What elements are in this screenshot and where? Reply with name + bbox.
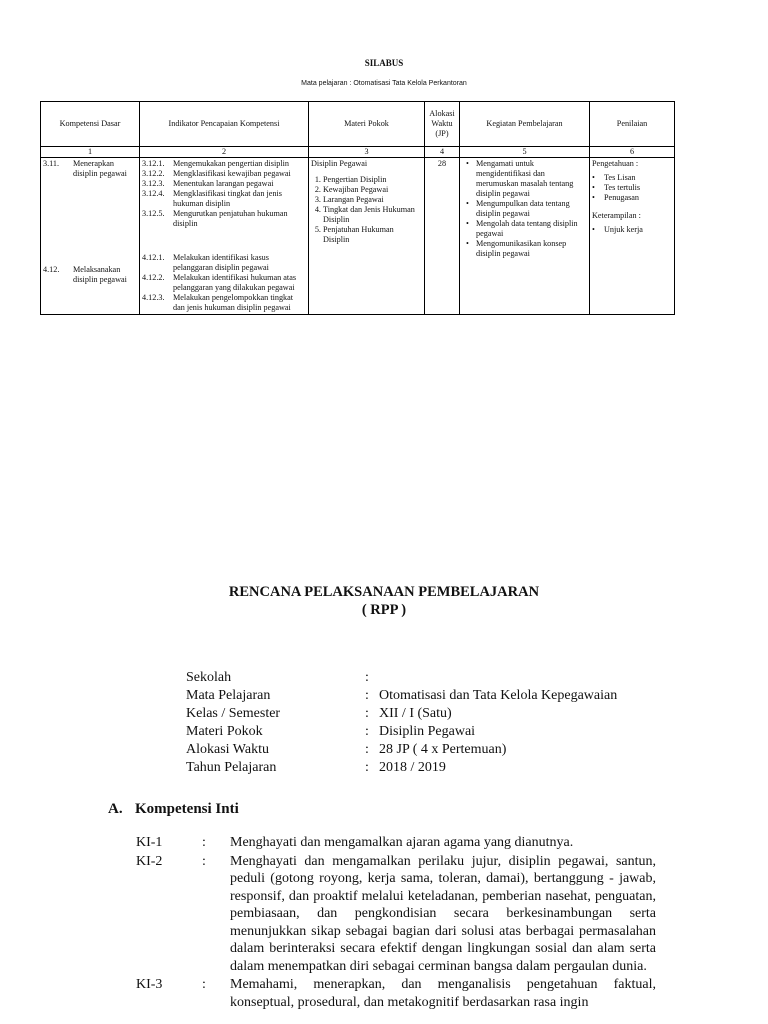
rpp-title-line2: ( RPP ) xyxy=(361,602,407,618)
info-row xyxy=(186,669,617,687)
indikator-number: 4.12.2. xyxy=(142,273,165,282)
info-label: Sekolah xyxy=(186,670,232,685)
indikator-text: Melakukan identifikasi hukuman atas pelanggaran yang dilakukan pegawai xyxy=(173,273,297,292)
indikator-text: Mengklasifikasi tingkat dan jenis hukuman disiplin xyxy=(173,189,282,208)
info-row xyxy=(186,741,617,759)
materi-item: 5. Penjatuhan Hukuman Disiplin xyxy=(323,225,422,245)
indikator-number: 3.12.5. xyxy=(142,209,165,218)
info-row xyxy=(186,705,617,723)
table-row xyxy=(41,158,675,315)
silabus-subtitle: Mata pelajaran : Otomatisasi Tata Kelola Perkantoran xyxy=(301,80,467,87)
penilaian-item: • Tes Lisan xyxy=(604,173,672,183)
header-kompetensi-dasar: Kompetensi Dasar xyxy=(41,102,140,147)
kegiatan-cell xyxy=(460,158,590,315)
indikator-number: 3.12.2. xyxy=(142,169,165,178)
info-value: 28 JP ( 4 x Pertemuan) xyxy=(379,742,507,757)
column-number: 3 xyxy=(309,147,425,158)
materi-item: 4. Tingkat dan Jenis Hukuman Disiplin xyxy=(323,205,422,225)
rpp-info-block xyxy=(186,669,617,777)
column-number: 6 xyxy=(590,147,675,158)
keterampilan-label: Keterampilan : xyxy=(592,211,641,220)
ki-code: KI-3 xyxy=(136,977,163,992)
kd-number: 3.11. xyxy=(43,159,60,168)
column-number: 1 xyxy=(41,147,140,158)
keterampilan-list xyxy=(592,225,672,235)
indikator-text: Melakukan identifikasi kasus pelanggaran disiplin pegawai xyxy=(173,253,269,272)
info-value: XII / I (Satu) xyxy=(379,706,452,721)
indikator-number: 3.12.1. xyxy=(142,159,165,168)
info-label: Kelas / Semester xyxy=(186,706,281,721)
indikator-item xyxy=(142,159,306,169)
info-colon: : xyxy=(365,688,369,703)
section-title: Kompetensi Inti xyxy=(135,801,239,817)
ki-item xyxy=(136,976,656,1011)
info-value: Disiplin Pegawai xyxy=(379,724,476,739)
info-colon: : xyxy=(365,670,369,685)
alokasi-waktu-cell: 28 xyxy=(425,158,460,315)
ki-colon: : xyxy=(202,835,206,850)
ki-item xyxy=(136,853,656,976)
kegiatan-item: • Mengamati untuk mengidentifikasi dan merumuskan masalah tentang disiplin pegawai xyxy=(476,159,587,199)
indikator-text: Mengemukakan pengertian disiplin xyxy=(173,159,289,168)
indikator-number: 4.12.3. xyxy=(142,293,165,302)
kompetensi-dasar-cell xyxy=(41,158,140,315)
column-number: 5 xyxy=(460,147,590,158)
silabus-table xyxy=(40,101,675,315)
ki-text: Menghayati dan mengamalkan perilaku jujur, disiplin pegawai, santun, peduli (gotong royong, kerja sama, toleran, damai), bertanggung - jawab, responsif, dan proaktif melalui keteladanan, pemberian nasehat, penguatan, pembiasaan, dan pengkondisian secara berkesinambungan serta menunjukkan sikap sebagai bagian dari solusi atas berbagai permasalahan dalam berinteraksi secara efektif dengan lingkungan sosial dan alam serta dalam menempatkan diri sebagai cerminan bangsa dalam pergaulan dunia. xyxy=(230,853,656,974)
kd-item xyxy=(43,265,137,285)
info-label: Materi Pokok xyxy=(186,724,263,739)
indikator-number: 4.12.1. xyxy=(142,253,165,262)
indikator-item xyxy=(142,169,306,179)
header-materi-pokok: Materi Pokok xyxy=(309,102,425,147)
info-colon: : xyxy=(365,724,369,739)
kd-item xyxy=(43,159,137,179)
indikator-number: 3.12.3. xyxy=(142,179,165,188)
indikator-item xyxy=(142,273,306,293)
kegiatan-list xyxy=(462,159,587,259)
kd-text: Melaksanakan disiplin pegawai xyxy=(73,265,127,284)
penilaian-cell xyxy=(590,158,675,315)
column-number-row xyxy=(41,147,675,158)
rpp-title xyxy=(0,583,768,619)
info-row xyxy=(186,723,617,741)
kd-text: Menerapkan disiplin pegawai xyxy=(73,159,127,178)
indikator-item xyxy=(142,209,306,229)
column-number: 4 xyxy=(425,147,460,158)
kegiatan-item: • Mengomunikasikan konsep disiplin pegawai xyxy=(476,239,587,259)
header-kegiatan: Kegiatan Pembelajaran xyxy=(460,102,590,147)
indikator-text: Mengurutkan penjatuhan hukuman disiplin xyxy=(173,209,288,228)
section-heading xyxy=(108,801,239,818)
materi-list xyxy=(311,175,422,245)
penilaian-item: • Unjuk kerja xyxy=(604,225,672,235)
table-header-row xyxy=(41,102,675,147)
ki-code: KI-1 xyxy=(136,835,163,850)
indikator-text: Menentukan larangan pegawai xyxy=(173,179,274,188)
info-value: 2018 / 2019 xyxy=(379,760,446,775)
pengetahuan-label: Pengetahuan : xyxy=(592,159,639,168)
ki-item xyxy=(136,834,656,852)
materi-item: 3. Larangan Pegawai xyxy=(323,195,422,205)
kegiatan-item: • Mengolah data tentang disiplin pegawai xyxy=(476,219,587,239)
pengetahuan-list xyxy=(592,173,672,203)
ki-colon: : xyxy=(202,977,206,992)
kd-number: 4.12. xyxy=(43,265,60,274)
ki-list xyxy=(136,834,656,1011)
header-penilaian: Penilaian xyxy=(590,102,675,147)
header-alokasi-waktu: Alokasi Waktu (JP) xyxy=(425,102,460,147)
materi-title: Disiplin Pegawai xyxy=(311,159,368,168)
info-colon: : xyxy=(365,760,369,775)
ki-text: Memahami, menerapkan, dan menganalisis pengetahuan faktual, konseptual, prosedural, dan metakognitif berdasarkan rasa ingin xyxy=(230,977,656,1010)
penilaian-item: • Tes tertulis xyxy=(604,183,672,193)
indikator-item xyxy=(142,293,306,313)
info-label: Tahun Pelajaran xyxy=(186,760,277,775)
info-value: Otomatisasi dan Tata Kelola Kepegawaian xyxy=(379,688,618,703)
rpp-title-line1: RENCANA PELAKSANAAN PEMBELAJARAN xyxy=(228,584,540,600)
indikator-number: 3.12.4. xyxy=(142,189,165,198)
indikator-cell xyxy=(140,158,309,315)
silabus-title: SILABUS xyxy=(364,58,404,68)
indikator-text: Melakukan pengelompokkan tingkat dan jenis hukuman disiplin pegawai xyxy=(173,293,294,312)
info-label: Alokasi Waktu xyxy=(186,742,269,757)
info-row xyxy=(186,759,617,777)
indikator-item xyxy=(142,189,306,209)
indikator-item xyxy=(142,253,306,273)
materi-item: 2. Kewajiban Pegawai xyxy=(323,185,422,195)
info-colon: : xyxy=(365,742,369,757)
header-indikator: Indikator Pencapaian Kompetensi xyxy=(140,102,309,147)
kegiatan-item: • Mengumpulkan data tentang disiplin pegawai xyxy=(476,199,587,219)
materi-pokok-cell xyxy=(309,158,425,315)
column-number: 2 xyxy=(140,147,309,158)
ki-code: KI-2 xyxy=(136,853,163,869)
info-label: Mata Pelajaran xyxy=(186,688,271,703)
materi-item: 1. Pengertian Disiplin xyxy=(323,175,422,185)
info-colon: : xyxy=(365,706,369,721)
ki-text: Menghayati dan mengamalkan ajaran agama yang dianutnya. xyxy=(230,835,574,850)
indikator-text: Mengklasifikasi kewajiban pegawai xyxy=(173,169,291,178)
penilaian-item: • Penugasan xyxy=(604,193,672,203)
section-number: A. xyxy=(108,801,123,817)
ki-colon: : xyxy=(202,853,206,869)
info-row xyxy=(186,687,617,705)
indikator-item xyxy=(142,179,306,189)
